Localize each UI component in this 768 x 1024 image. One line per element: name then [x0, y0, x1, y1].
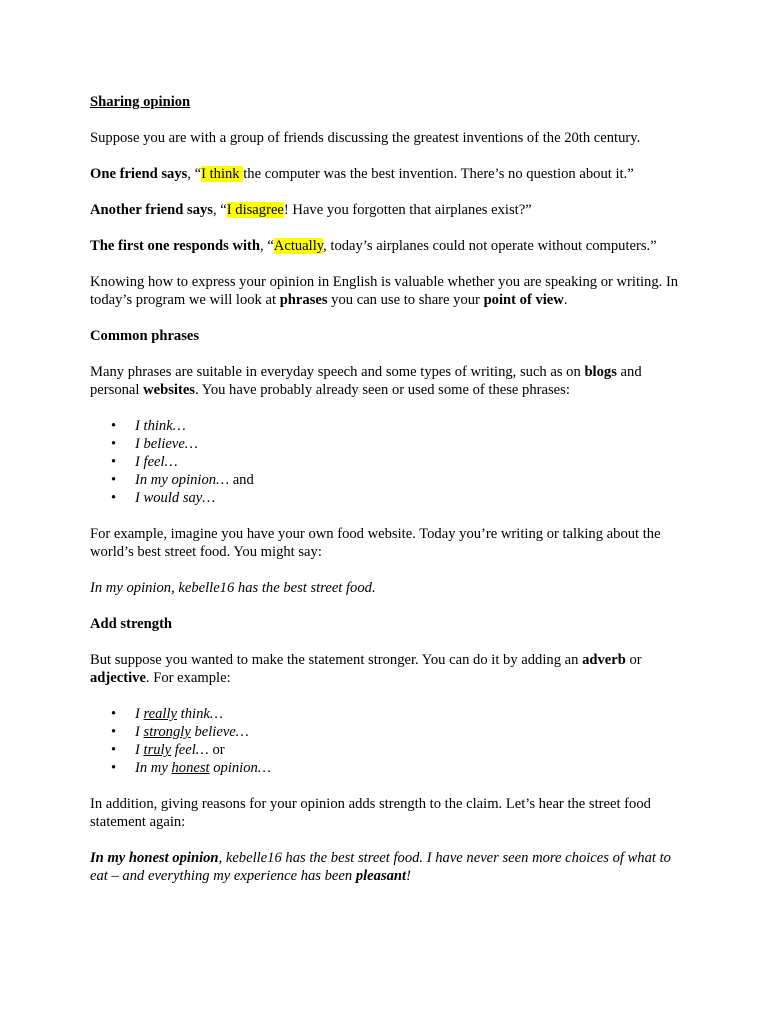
final-statement: In my honest opinion, kebelle16 has the best street food. I have never seen more choices of what to eat – and everything my experience has been pleasant!	[90, 850, 671, 884]
knowing-paragraph: Knowing how to express your opinion in English is valuable whether you are speaking or writing. In today’s program we will look at phrases you can use to share your point of view.	[90, 274, 679, 308]
heading-common-phrases: Common phrases	[90, 328, 200, 344]
list-item: • I believe…	[135, 435, 690, 453]
list-item: • I think…	[135, 417, 690, 435]
example-paragraph: For example, imagine you have your own food website. Today you’re writing or talking about the world’s best street food. You might say:	[90, 526, 661, 560]
dialogue-line-2: Another friend says, “I disagree! Have you forgotten that airplanes exist?”	[90, 202, 532, 218]
highlighted-phrase: I disagree	[226, 202, 284, 218]
heading-add-strength: Add strength	[90, 616, 173, 632]
document-page	[90, 93, 690, 903]
suppose-paragraph: But suppose you wanted to make the statement stronger. You can do it by adding an adverb or adjective. For example:	[90, 652, 642, 686]
list-item: • I strongly believe…	[135, 723, 690, 741]
list-item: • I feel…	[135, 453, 690, 471]
example-sentence: In my opinion, kebelle16 has the best street food.	[90, 580, 376, 596]
document-title: Sharing opinion	[90, 94, 191, 110]
list-item: • I would say…	[135, 489, 690, 507]
addition-paragraph: In addition, giving reasons for your opinion adds strength to the claim. Let’s hear the street food statement again:	[90, 796, 651, 830]
many-phrases-paragraph: Many phrases are suitable in everyday speech and some types of writing, such as on blogs and personal websites. You have probably already seen or used some of these phrases:	[90, 364, 642, 398]
dialogue-line-1: One friend says, “I think the computer was the best invention. There’s no question about it.”	[90, 166, 634, 182]
intro-paragraph: Suppose you are with a group of friends discussing the greatest inventions of the 20th century.	[90, 130, 641, 146]
list-item: • In my opinion… and	[135, 471, 690, 489]
dialogue-line-3: The first one responds with, “Actually, today’s airplanes could not operate without computers.”	[90, 238, 657, 254]
strength-phrases-list	[90, 705, 690, 777]
common-phrases-list	[90, 417, 690, 507]
highlighted-phrase: Actually	[273, 238, 324, 254]
list-item: • In my honest opinion…	[135, 759, 690, 777]
list-item: • I really think…	[135, 705, 690, 723]
list-item: • I truly feel… or	[135, 741, 690, 759]
highlighted-phrase: I think	[201, 166, 244, 182]
